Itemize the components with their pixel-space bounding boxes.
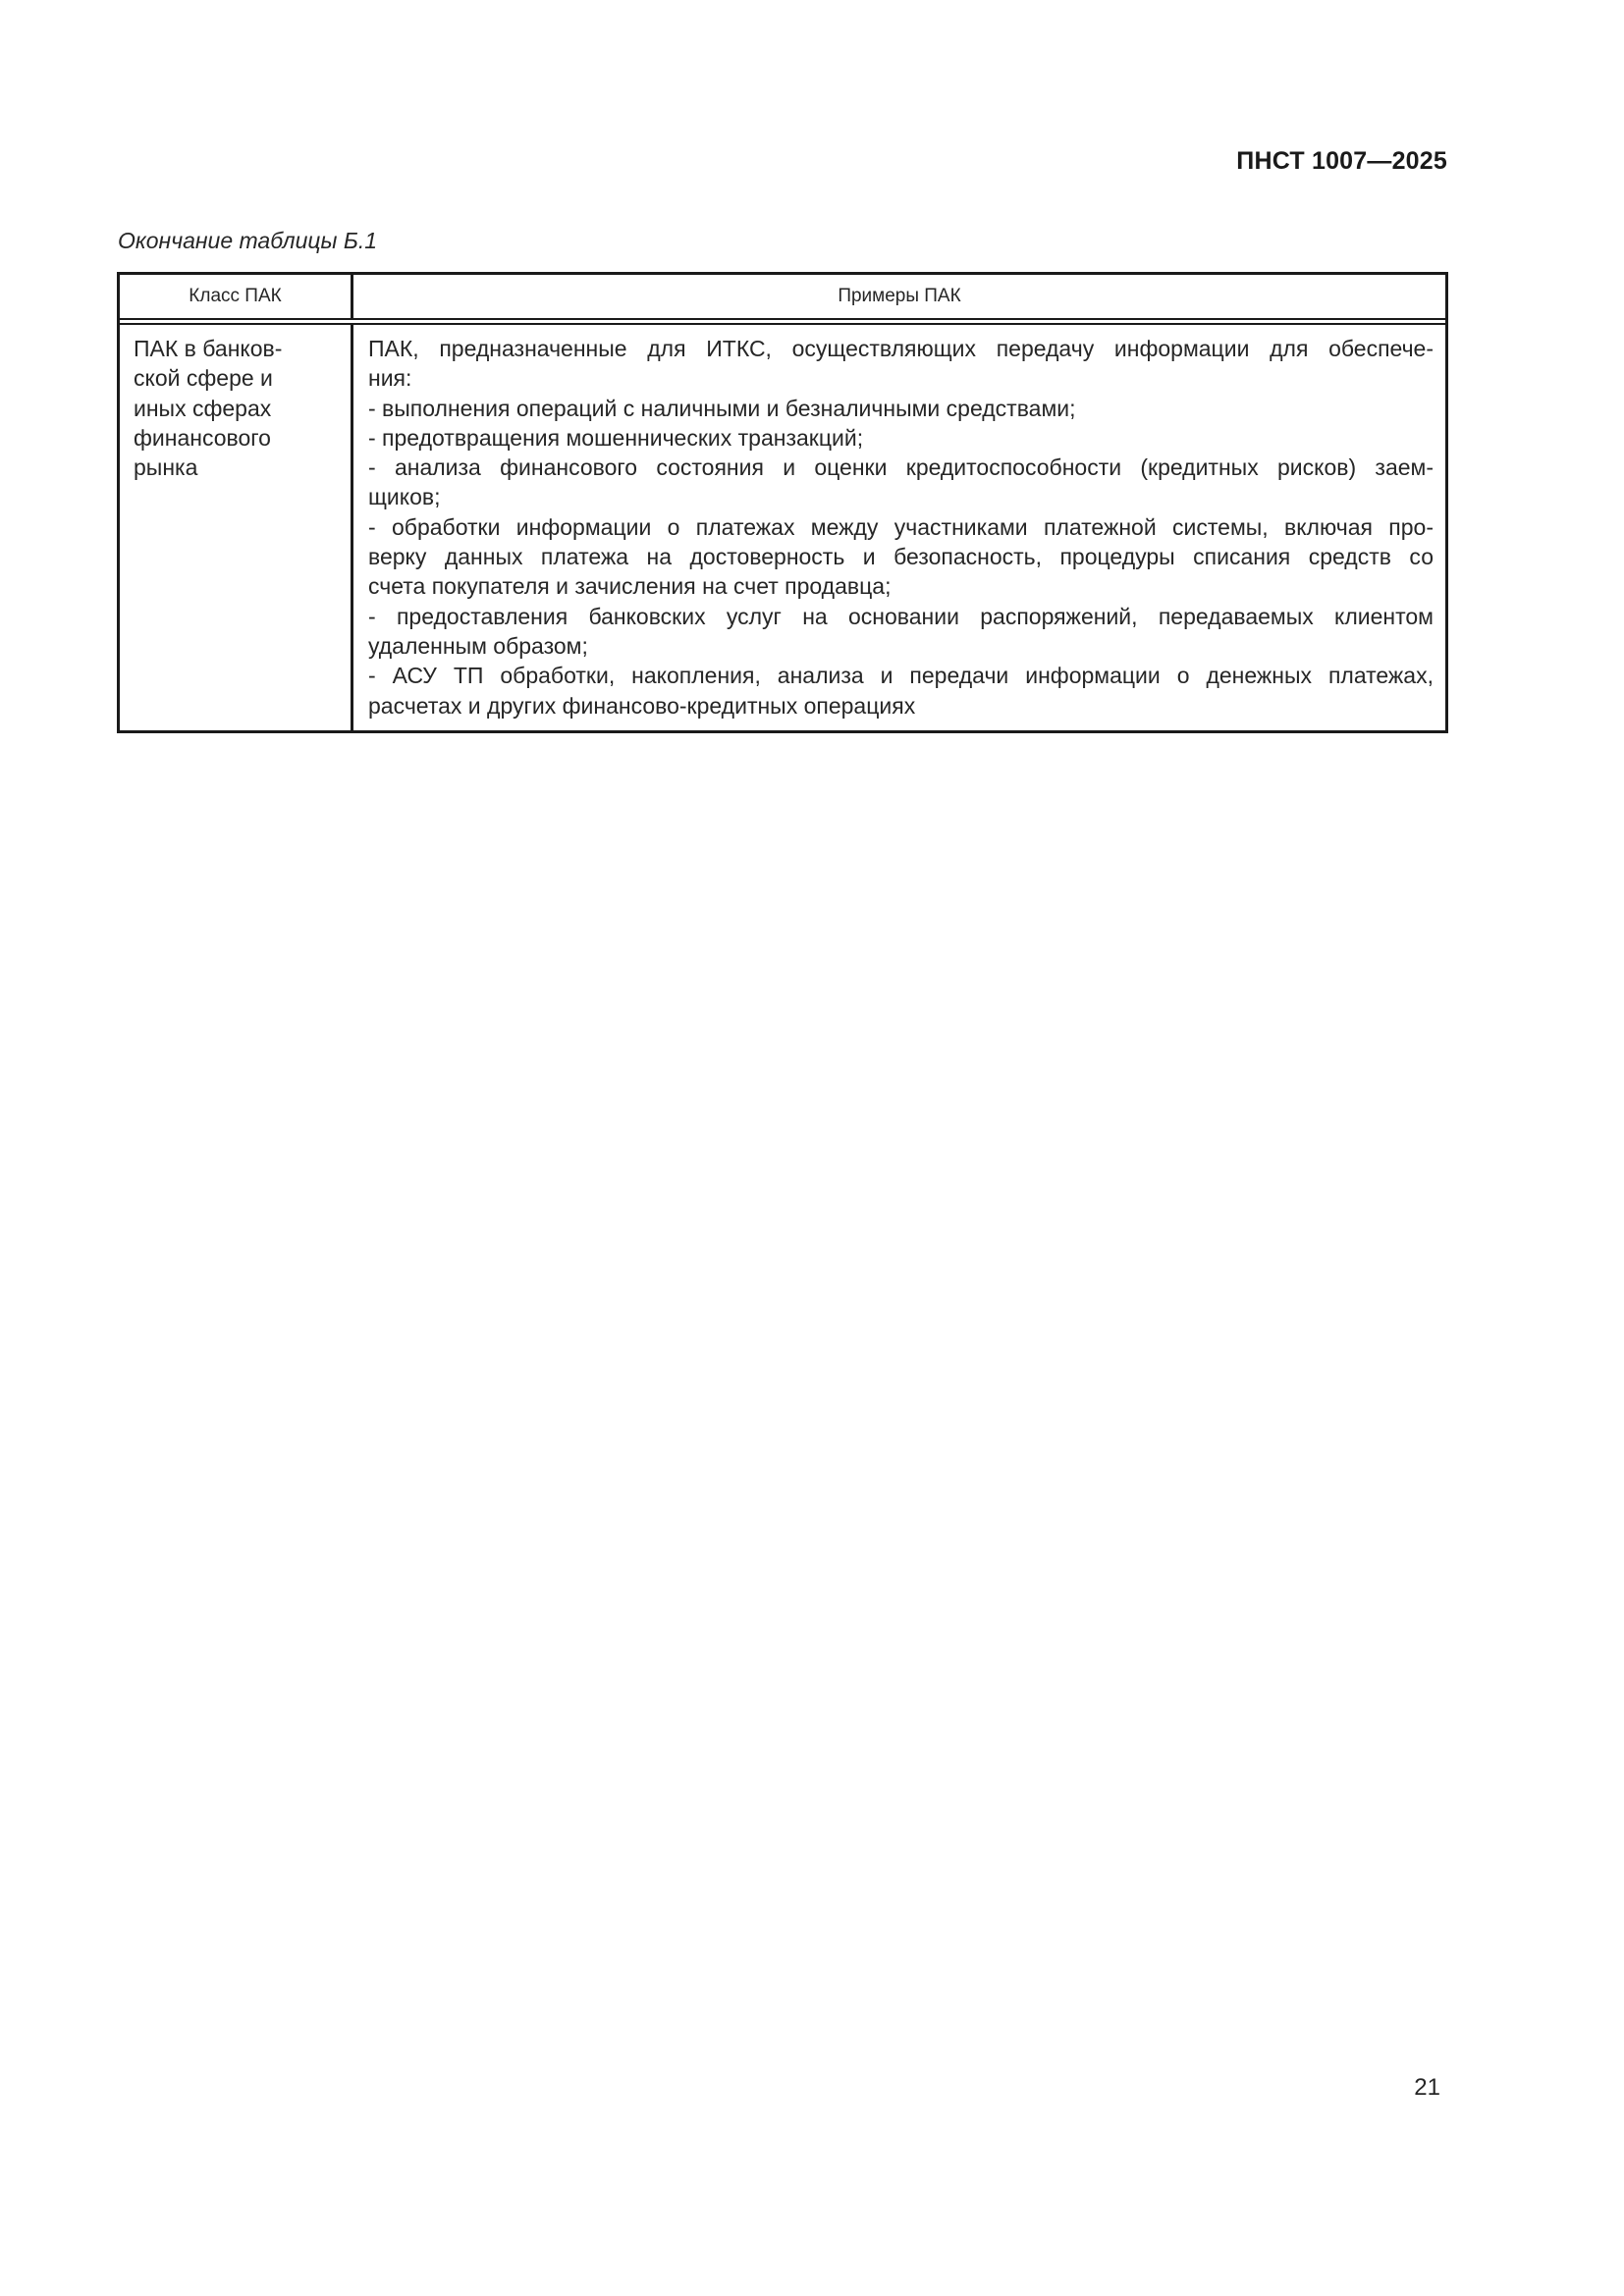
table-row bbox=[120, 325, 1445, 730]
table-header-row bbox=[120, 275, 1445, 320]
standard-id: ПНСТ 1007—2025 bbox=[1236, 147, 1447, 175]
example-line: - предотвращения мошеннических транзакций; bbox=[368, 424, 864, 451]
class-line: иных сферах bbox=[134, 395, 272, 421]
example-line: - АСУ ТП обработки, накопления, анализа и передачи информации о денежных платежах, bbox=[368, 663, 1434, 689]
header-class: Класс ПАК bbox=[120, 275, 353, 318]
example-line: щиков; bbox=[368, 484, 441, 510]
class-cell bbox=[120, 325, 353, 730]
example-line: - обработки информации о платежах между участниками платежной системы, включая про- bbox=[368, 513, 1434, 540]
example-line: - выполнения операций с наличными и безналичными средствами; bbox=[368, 395, 1076, 421]
examples-cell bbox=[353, 325, 1445, 730]
example-line: - предоставления банковских услуг на основании распоряжений, передаваемых клиентом bbox=[368, 603, 1434, 629]
example-line: - анализа финансового состояния и оценки кредитоспособности (кредитных рисков) заем- bbox=[368, 454, 1434, 481]
example-line: ПАК, предназначенные для ИТКС, осуществляющих передачу информации для обеспече- bbox=[368, 336, 1434, 361]
class-line: ПАК в банков- bbox=[134, 336, 283, 361]
example-line: удаленным образом; bbox=[368, 632, 588, 659]
example-line: расчетах и других финансово-кредитных операциях bbox=[368, 692, 916, 719]
class-line: рынка bbox=[134, 454, 198, 481]
example-line: ния: bbox=[368, 365, 412, 392]
page-number: 21 bbox=[1414, 2074, 1440, 2101]
class-line: финансового bbox=[134, 424, 271, 451]
class-line: ской сфере и bbox=[134, 365, 273, 392]
table-caption: Окончание таблицы Б.1 bbox=[118, 228, 378, 253]
classification-table bbox=[117, 272, 1448, 733]
example-line: счета покупателя и зачисления на счет продавца; bbox=[368, 573, 892, 600]
example-line: верку данных платежа на достоверность и безопасность, процедуры списания средств со bbox=[368, 544, 1434, 570]
header-examples: Примеры ПАК bbox=[838, 286, 961, 306]
